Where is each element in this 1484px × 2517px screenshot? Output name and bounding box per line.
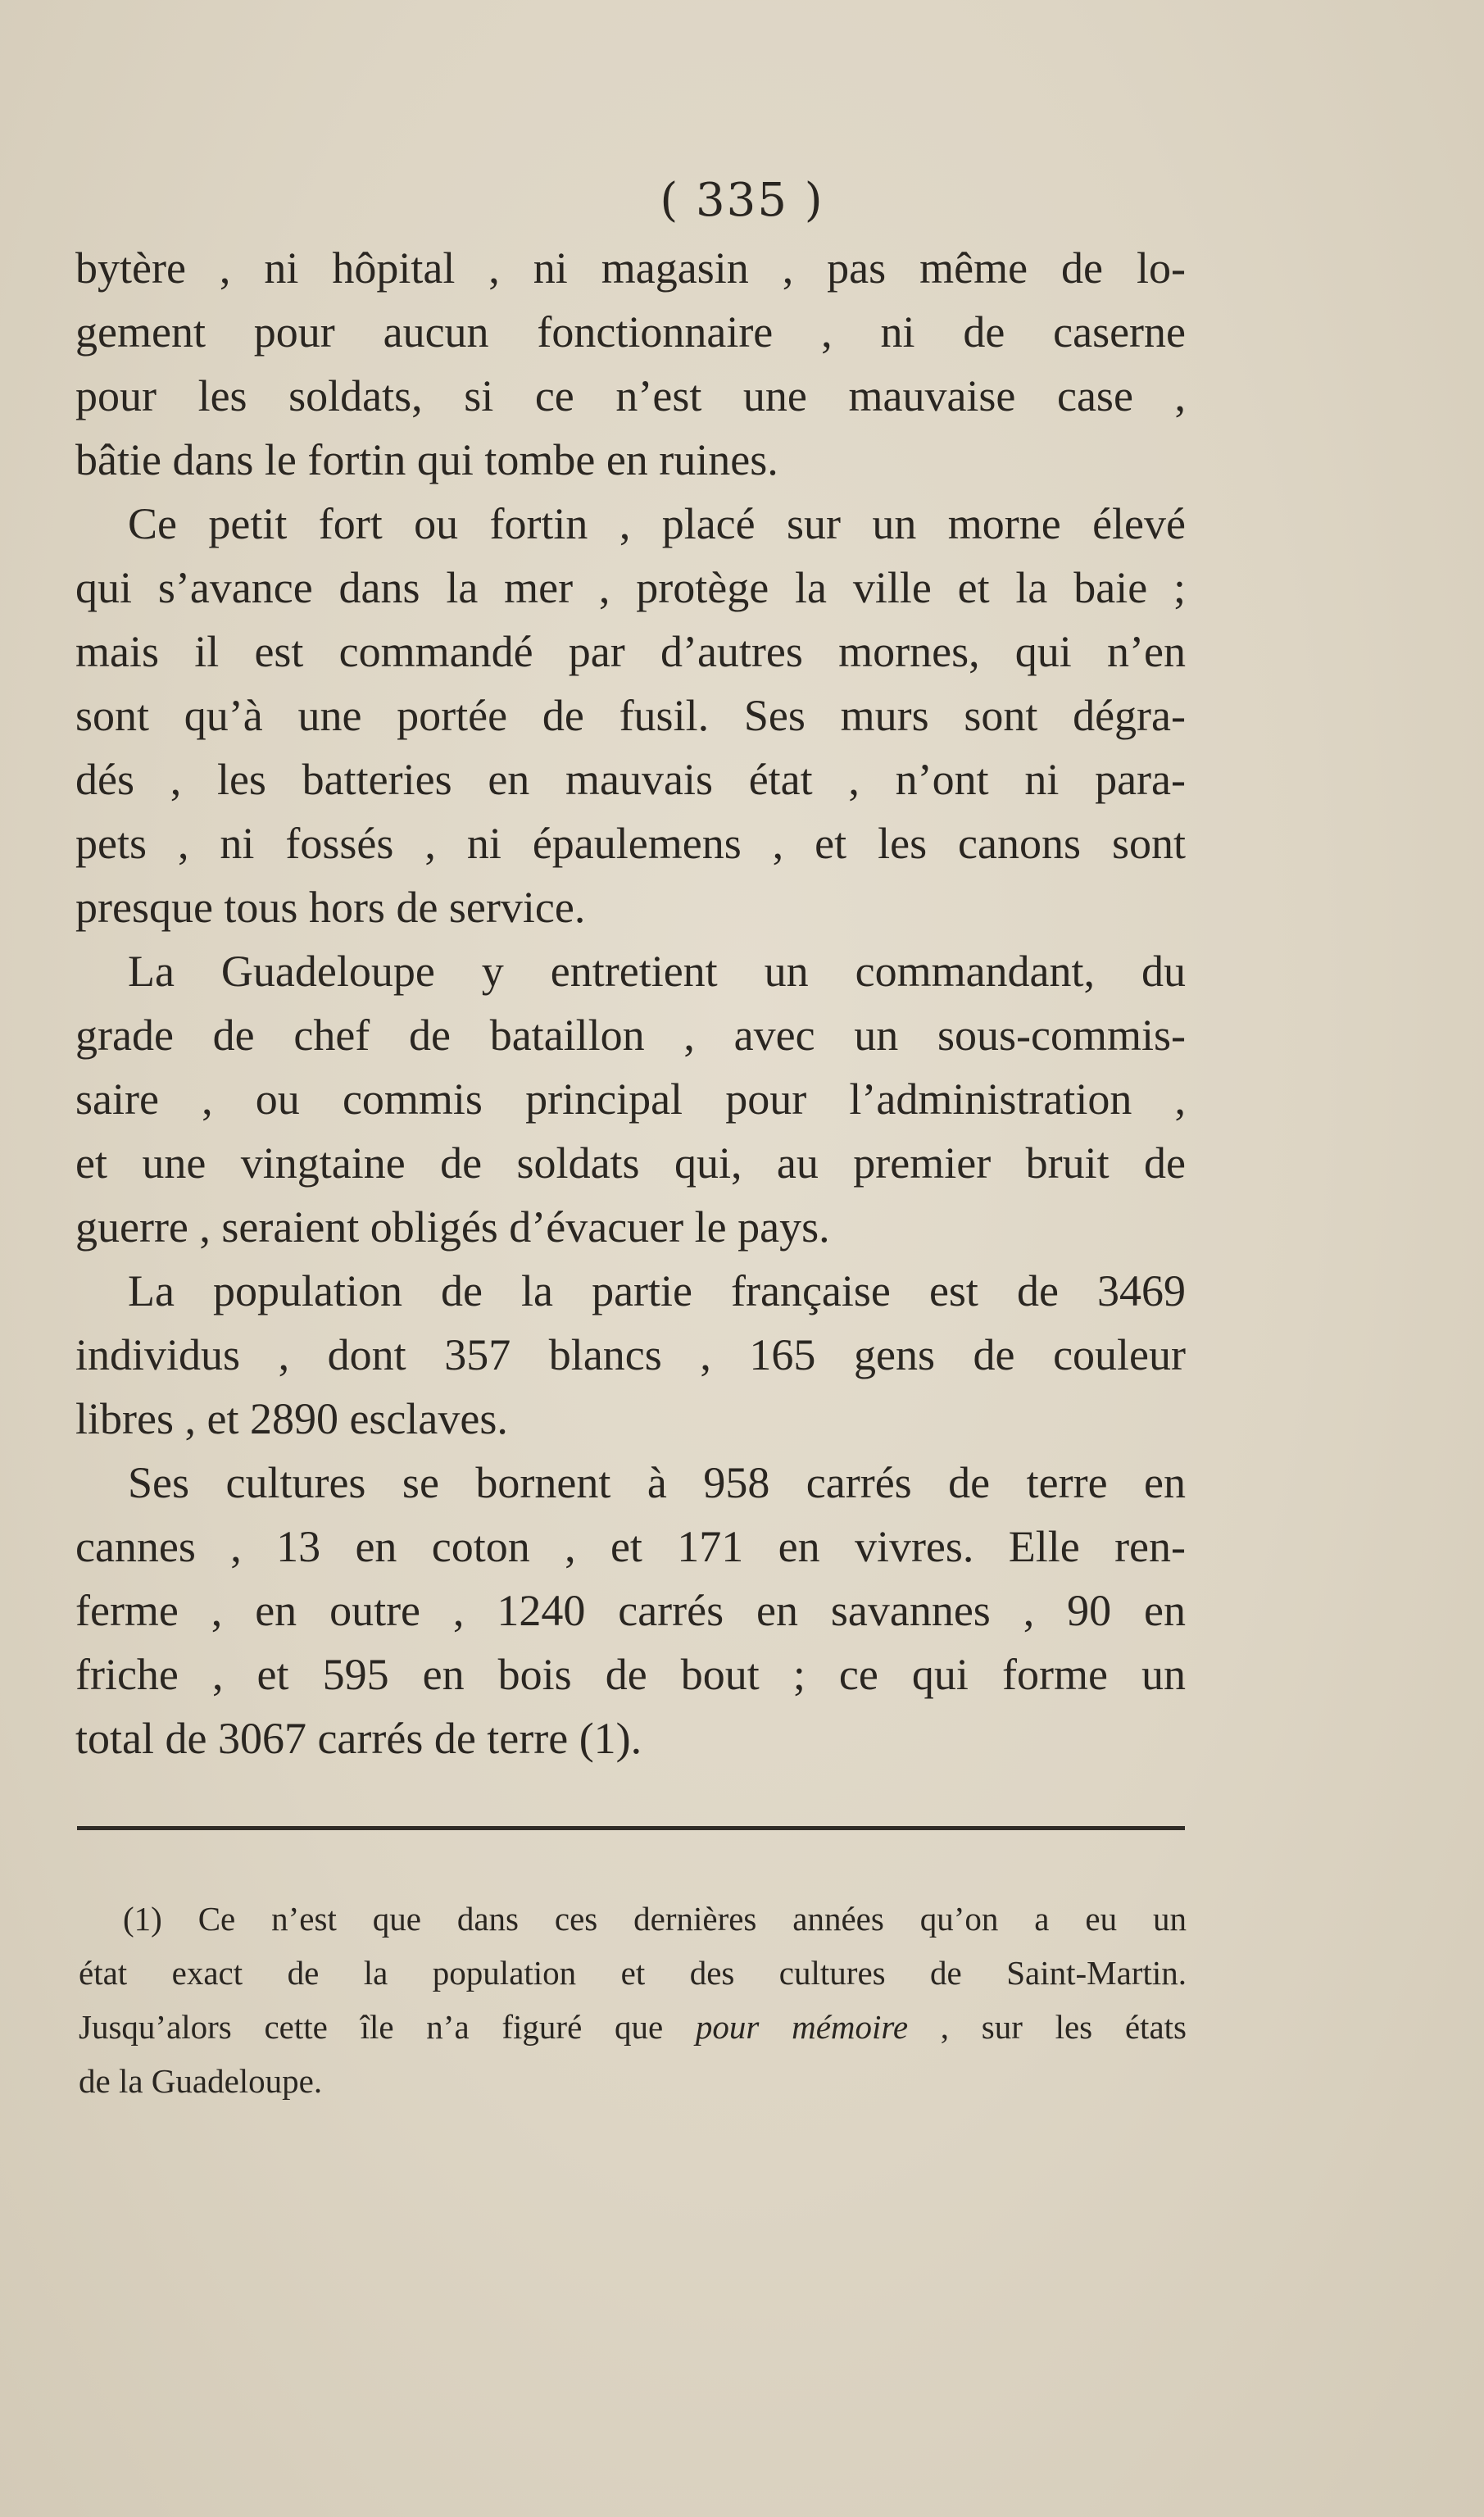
text-line: et une vingtaine de soldats qui, au premier bruit de [75, 1138, 1186, 1188]
text-line: cannes , 13 en coton , et 171 en vivres. Elle ren- [75, 1522, 1186, 1571]
text-line: Ses cultures se bornent à 958 carrés de terre en [128, 1458, 1186, 1507]
text-line: gement pour aucun fonctionnaire , ni de caserne [75, 307, 1186, 357]
footnote-line: (1) Ce n’est que dans ces dernières années qu’on a eu un [123, 1900, 1187, 1938]
text-line: libres , et 2890 esclaves. [75, 1394, 508, 1443]
text-line: individus , dont 357 blancs , 165 gens de couleur [75, 1330, 1186, 1379]
text-line: total de 3067 carrés de terre (1). [75, 1714, 642, 1763]
text-line: pour les soldats, si ce n’est une mauvaise case , [75, 371, 1186, 420]
text-line: presque tous hors de service. [75, 883, 586, 932]
text-line: sont qu’à une portée de fusil. Ses murs sont dégra- [75, 691, 1186, 740]
footnote-separator [77, 1826, 1185, 1830]
text-line: grade de chef de bataillon , avec un sous-commis- [75, 1011, 1186, 1060]
text-line: ferme , en outre , 1240 carrés en savannes , 90 en [75, 1586, 1186, 1635]
text-line: La Guadeloupe y entretient un commandant, du [128, 947, 1186, 996]
text-line: mais il est commandé par d’autres mornes, qui n’en [75, 627, 1186, 676]
text-line: dés , les batteries en mauvais état , n’ont ni para- [75, 755, 1186, 804]
text-line: bytère , ni hôpital , ni magasin , pas même de lo- [75, 243, 1186, 293]
footnote-line [79, 2000, 1187, 2054]
text-line: qui s’avance dans la mer , protège la ville et la baie ; [75, 563, 1186, 612]
body-text [75, 236, 1186, 1770]
text-line: guerre , seraient obligés d’évacuer le pays. [75, 1202, 830, 1252]
text-line: pets , ni fossés , ni épaulemens , et les canons sont [75, 819, 1186, 868]
text-line: friche , et 595 en bois de bout ; ce qui forme un [75, 1650, 1186, 1699]
text-line: Ce petit fort ou fortin , placé sur un morne élevé [128, 499, 1186, 548]
footnote [79, 1892, 1187, 2108]
text-line: saire , ou commis principal pour l’administration , [75, 1074, 1186, 1124]
footnote-text: Jusqu’alors cette île n’a figuré que [79, 2008, 696, 2046]
text-line: La population de la partie française est de 3469 [128, 1266, 1186, 1315]
footnote-line: état exact de la population et des cultures de Saint-Martin. [79, 1954, 1187, 1992]
text-line: bâtie dans le fortin qui tombe en ruines. [75, 435, 778, 484]
footnote-italic-text: pour mémoire [695, 2008, 909, 2046]
page-number: ( 335 ) [660, 174, 824, 227]
footnote-text: , sur les états [908, 2008, 1187, 2046]
footnote-line: de la Guadeloupe. [79, 2062, 323, 2100]
